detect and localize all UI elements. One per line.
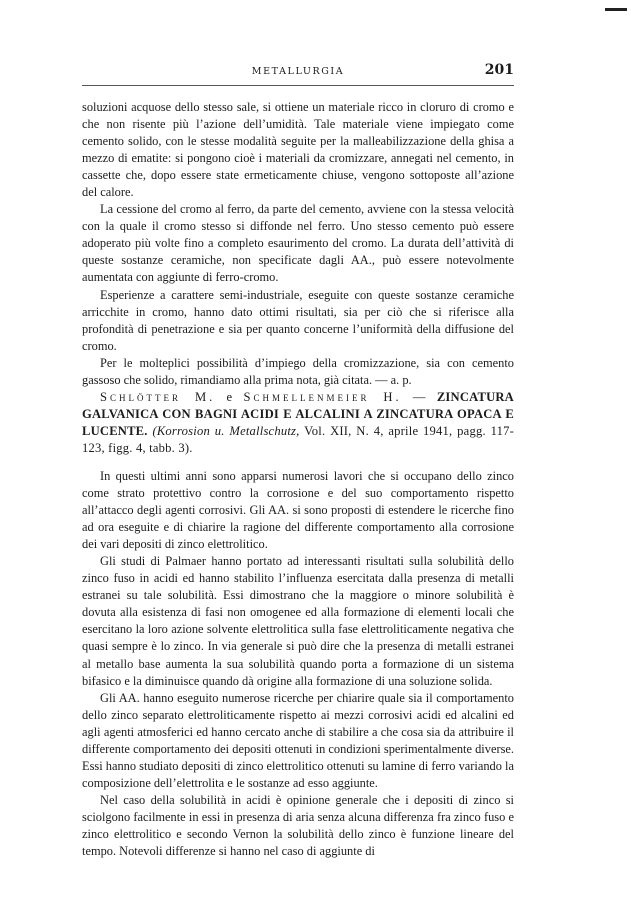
journal-name: (Korrosion u. Metallschutz, — [152, 423, 300, 438]
corner-mark — [605, 8, 627, 11]
paragraph: Gli studi di Palmaer hanno portato ad interessanti risultati sulla solubilità dello zinco fuso in acidi ed hanno stabilito l’influenza esercitata dalla presenza di metalli estranei su tale solubilità. Essi dimostrano che la maggiore o minore solubilità è dovuta alla esistenza di fasi non omogenee ed alla formazione di elementi locali che esercitano la loro azione solvente elettrolitica sulla fase elettroliticamente negativa che quasi sempre è lo zinco. In via generale si può dire che la presenza di metalli estranei al metallo base aumenta la sua solubilità quando porta a formazione di un sistema bifasico e la diminuisce quando dà origine alla formazione di una soluzione solida. — [82, 554, 514, 688]
paragraph: Per le molteplici possibilità d’impiego della cromizzazione, sia con cemento gassoso che solido, rimandiamo alla prima nota, già citata. — a. p. — [82, 355, 514, 387]
paragraph: Gli AA. hanno eseguito numerose ricerche per chiarire quale sia il comportamento dello zinco separato elettroliticamente rispetto ai mezzi corrosivi acidi ed alcalini ed agli agenti atmosferici ed hanno cercato anche di stabilire a che cosa sia da attribuire il differente comportamento dei depositi ottenuti in condizioni sperimentalmente diverse. Essi hanno studiato depositi di zinco elettrolitico ottenuti su lamine di ferro variando la composizione dell’elettrolita e le sostanze ad esso aggiunte. — [82, 690, 514, 790]
running-title: METALLURGIA — [251, 66, 345, 77]
article-title: ZINCATURA GALVANICA CON BAGNI ACIDI E ALCALINI A ZINCATURA OPACA E LUCENTE. — [82, 389, 514, 438]
page-number: 201 — [484, 62, 514, 78]
paragraph: Esperienze a carattere semi-industriale, eseguite con queste sostanze ceramiche arricchite in cromo, hanno dato ottimi risultati, sia per ciò che si riferisce alla profondità di penetrazione e sia per quanto concerne l’uniformità della diffusione del cromo. — [82, 287, 514, 353]
paragraph: In questi ultimi anni sono apparsi numerosi lavori che si occupano dello zinco come strato protettivo contro la corrosione e del suo comportamento rispetto all’attacco degli agenti corrosivi. Gli AA. si sono proposti di estendere le ricerche fino ad ora eseguite e di chiarire la ragione del differente comportamento alla corrosione dei vari depositi di zinco elettrolitico. — [82, 468, 514, 552]
page-header — [82, 62, 514, 88]
bibliographic-reference — [82, 389, 514, 457]
reference-details: Vol. XII, N. 4, aprile 1941, pagg. 117-123, figg. 4, tabb. 3). — [82, 423, 515, 455]
paragraph: soluzioni acquose dello stesso sale, si ottiene un materiale ricco in cloruro di cromo e che non risente più l’azione dell’umidità. Tale materiale viene impiegato come cemento solido, con le stesse modalità seguite per la malleabilizzazione della ghisa a mezzo di ematite: si pongono cioè i materiali da cromizzare, annegati nel cemento, in cassette che, dopo essere state ermeticamente chiuse, vengono sottoposte all’azione del calore. — [82, 100, 514, 200]
reference-dash: — — [412, 389, 426, 404]
author-conjunction: e — [226, 389, 233, 404]
author: Schmellenmeier H. — [243, 389, 402, 404]
body-text — [82, 99, 514, 860]
header-rule — [82, 85, 514, 86]
author: Schlötter M. — [100, 389, 216, 404]
paragraph: Nel caso della solubilità in acidi è opinione generale che i depositi di zinco si sciolgono facilmente in essi in presenza di aria senza alcuna differenza fra zinco fuso e zinco elettrolitico e secondo Vernon la solubilità dello zinco è funzione lineare del tempo. Notevoli differenze si hanno nel caso di aggiunte di — [82, 792, 514, 859]
paragraph: La cessione del cromo al ferro, da parte del cemento, avviene con la stessa velocità con la quale il cromo stesso si diffonde nel ferro. Uno stesso cemento può essere adoperato più volte fino a completo esaurimento del cromo. La durata dell’attività di queste sostanze ceramiche, non specificate dagli AA., può essere notevolmente aumentata con aggiunte di ferro-cromo. — [82, 202, 514, 285]
